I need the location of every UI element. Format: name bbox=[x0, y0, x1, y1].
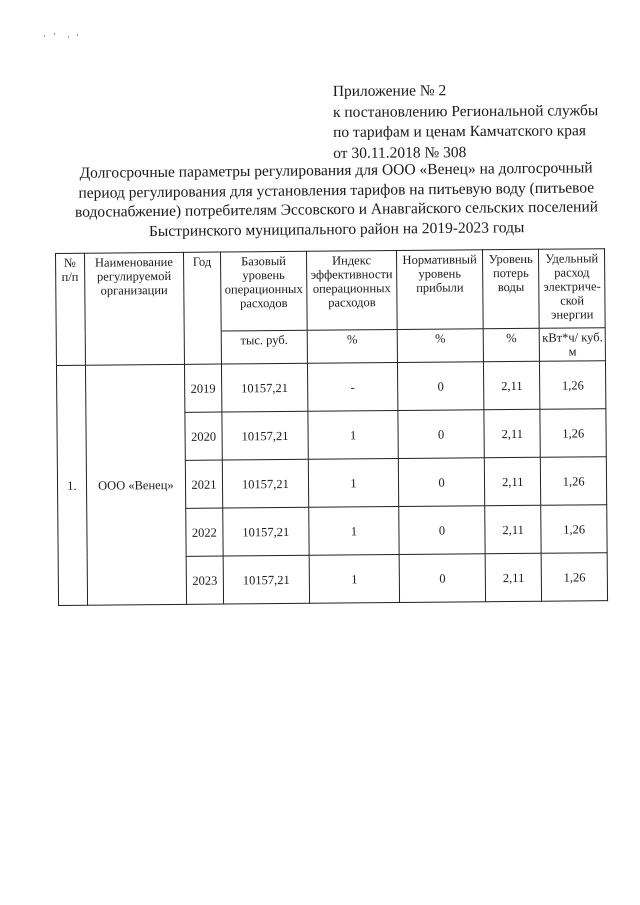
organization-name: ООО «Венец» bbox=[85, 364, 186, 605]
cell-index: 1 bbox=[309, 555, 400, 604]
row-number: 1. bbox=[56, 365, 87, 605]
cell-norm: 0 bbox=[398, 458, 484, 507]
document-title bbox=[60, 158, 613, 242]
appendix-resolution-line: к постановлению Региональной службы bbox=[332, 101, 599, 121]
cell-base: 10157,21 bbox=[221, 363, 307, 412]
cell-electric: 1,26 bbox=[542, 553, 608, 602]
title-line-4: Быстринского муниципального район на 2019-2023 годы bbox=[148, 218, 525, 240]
appendix-agency-line: по тарифам и ценам Камчатского края bbox=[333, 122, 587, 142]
title-line-2: период регулирования для установления тарифов на питьевую воду (питьевое bbox=[78, 178, 595, 202]
unit-norm: % bbox=[397, 329, 483, 363]
cell-loss: 2,11 bbox=[485, 553, 542, 601]
cell-index: - bbox=[307, 363, 398, 412]
parameters-table-wrapper bbox=[55, 248, 608, 606]
appendix-date-line: от 30.11.2018 № 308 bbox=[333, 143, 467, 162]
appendix-header bbox=[333, 80, 624, 164]
cell-loss: 2,11 bbox=[485, 505, 542, 553]
cell-year: 2021 bbox=[185, 460, 222, 508]
cell-electric: 1,26 bbox=[540, 361, 606, 410]
header-water-loss: Уровень потерь воды bbox=[483, 249, 540, 328]
cell-year: 2019 bbox=[184, 364, 221, 412]
cell-year: 2023 bbox=[186, 556, 223, 604]
cell-index: 1 bbox=[308, 459, 399, 508]
cell-base: 10157,21 bbox=[223, 507, 309, 556]
unit-index: % bbox=[307, 330, 397, 364]
unit-base: тыс. руб. bbox=[221, 330, 307, 364]
table-units-row bbox=[56, 328, 605, 366]
cell-base: 10157,21 bbox=[222, 411, 308, 460]
cell-index: 1 bbox=[309, 507, 400, 556]
cell-year: 2022 bbox=[186, 508, 223, 556]
header-efficiency-index: Индекс эффективности операционных расходов bbox=[306, 251, 397, 331]
cell-base: 10157,21 bbox=[222, 459, 308, 508]
cell-norm: 0 bbox=[399, 506, 485, 555]
cell-norm: 0 bbox=[399, 554, 485, 603]
cell-base: 10157,21 bbox=[223, 555, 309, 604]
cell-year: 2020 bbox=[185, 412, 222, 460]
cell-electric: 1,26 bbox=[540, 409, 606, 458]
unit-loss: % bbox=[483, 328, 540, 361]
cell-norm: 0 bbox=[398, 410, 484, 459]
unit-electric: кВт*ч/ куб. м bbox=[540, 328, 606, 362]
parameters-table bbox=[55, 248, 608, 606]
table-header-row bbox=[56, 249, 606, 333]
header-profit-level: Нормативный уровень прибыли bbox=[397, 250, 484, 330]
header-electricity: Удельный расход электриче-ской энергии bbox=[539, 249, 605, 329]
header-base-level: Базовый уровень операционных расходов bbox=[220, 251, 307, 331]
cell-index: 1 bbox=[308, 411, 399, 460]
appendix-number: Приложение № 2 bbox=[332, 82, 447, 101]
title-line-3: водоснабжение) потребителям Эссовского и Анавгайского сельских поселений bbox=[74, 198, 599, 221]
cell-electric: 1,26 bbox=[541, 457, 607, 506]
cell-norm: 0 bbox=[397, 362, 483, 411]
table-row bbox=[56, 361, 605, 414]
header-organization: Наименование регулируемой организации bbox=[84, 252, 184, 332]
cell-electric: 1,26 bbox=[541, 505, 607, 554]
title-line-1: Долгосрочные параметры регулирования для ООО «Венец» на долгосрочный bbox=[79, 159, 593, 182]
cell-loss: 2,11 bbox=[484, 409, 541, 457]
scan-artifact bbox=[44, 32, 84, 38]
header-year: Год bbox=[184, 252, 222, 331]
cell-loss: 2,11 bbox=[484, 457, 541, 505]
header-number: № п/п bbox=[56, 253, 85, 332]
cell-loss: 2,11 bbox=[484, 361, 541, 409]
